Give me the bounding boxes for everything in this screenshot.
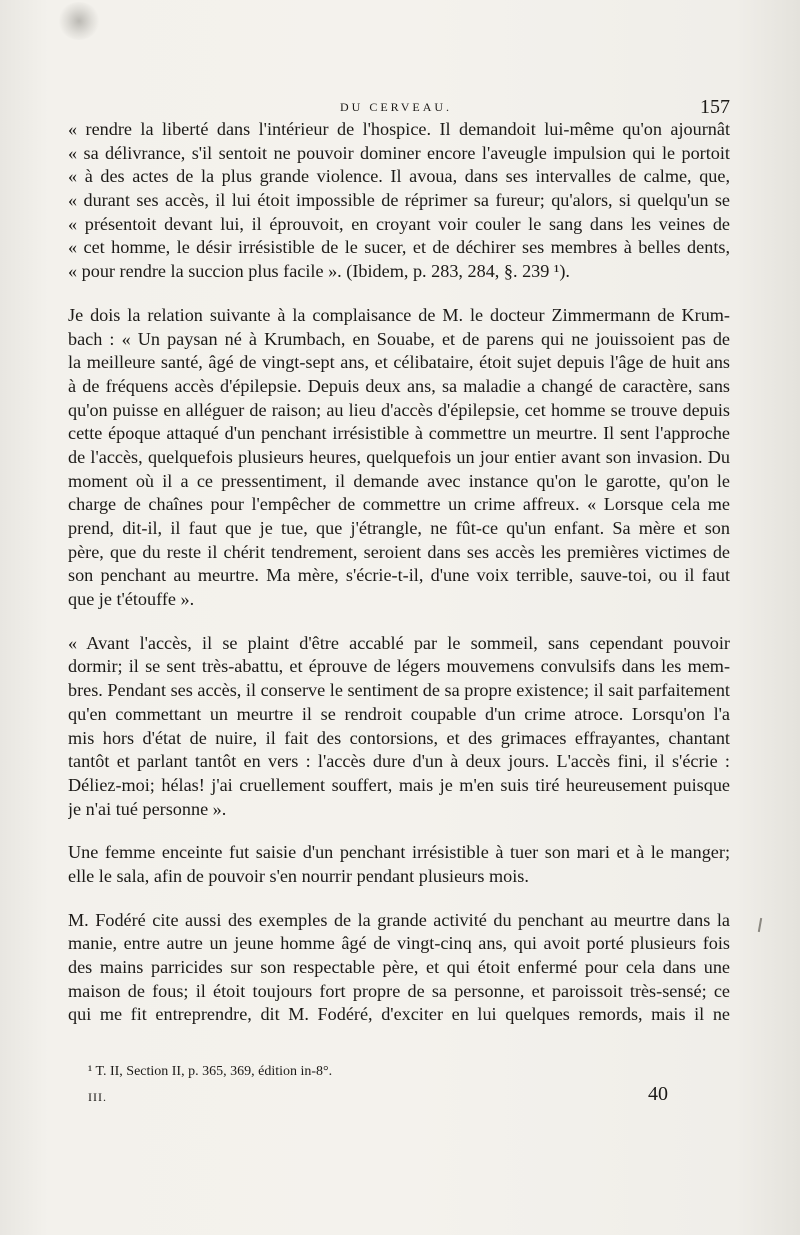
text-line: manie, entre autre un jeune homme âgé de vingt-cinq ans, qui avoit porté plusieurs fois bbox=[68, 933, 730, 954]
text-line: que je t'étouffe ». bbox=[68, 589, 195, 610]
text-line: dormir; il se sent très-abattu, et éprouve de légers mouvemens convulsifs dans les mem- bbox=[68, 656, 730, 677]
text-line: prend, dit-il, il faut que je tue, que j'étrangle, ne fût-ce qu'un enfant. Sa mère et son bbox=[68, 518, 730, 538]
text-line: je n'ai tué personne ». bbox=[68, 798, 227, 819]
text-line: Je dois la relation suivante à la complaisance de M. le docteur Zimmermann de Krum- bbox=[68, 304, 730, 325]
text-line: à de fréquens accès d'épilepsie. Depuis deux ans, sa maladie a changé de caractère, sans bbox=[68, 375, 730, 396]
text-line: « Avant l'accès, il se plaint d'être accablé par le sommeil, sans cependant pouvoir bbox=[68, 632, 730, 653]
volume-signature: III. bbox=[88, 1090, 107, 1104]
running-title: DU CERVEAU. bbox=[340, 100, 453, 114]
text-line: « rendre la liberté dans l'intérieur de l'hospice. Il demandoit lui-même qu'on ajournât bbox=[68, 119, 730, 139]
text-line: Déliez-moi; hélas! j'ai cruellement souffert, mais je m'en suis tiré heureusement puisque bbox=[68, 774, 730, 795]
text-line: moment où il a ce pressentiment, il demande avec instance qu'on le garotte, qu'on le bbox=[68, 470, 730, 491]
text-line: « durant ses accès, il lui étoit impossible de réprimer sa fureur; qu'alors, si quelqu'un se bbox=[68, 190, 730, 211]
body-text bbox=[68, 118, 730, 1027]
text-line: père, que du reste il chérit tendrement, seroient dans ses accès les premières victimes de bbox=[68, 541, 730, 562]
text-line: Une femme enceinte fut saisie d'un penchant irrésistible à tuer son mari et à le manger; bbox=[68, 842, 730, 863]
text-line: « sa délivrance, s'il sentoit ne pouvoir dominer encore l'aveugle impulsion qui le portoit bbox=[68, 142, 730, 163]
text-line: maison de fous; il étoit toujours fort propre de sa personne, et paroissoit très-sensé; ce bbox=[68, 980, 730, 1001]
text-line: « cet homme, le désir irrésistible de le sucer, et de déchirer ses membres à belles dents, bbox=[68, 237, 730, 258]
text-line: bach : « Un paysan né à Krumbach, en Souabe, et de parens qui ne jouissoient pas de bbox=[68, 328, 730, 349]
text-line: cette époque attaqué d'un penchant irrésistible à commettre un meurtre. Il sent l'approche bbox=[68, 423, 730, 444]
footnote: ¹ T. II, Section II, p. 365, 369, édition in-8°. bbox=[88, 1064, 333, 1079]
running-head bbox=[0, 96, 800, 120]
text-line: « pour rendre la succion plus facile ». (Ibidem, p. 283, 284, §. 239 ¹). bbox=[68, 261, 570, 282]
text-line: de l'accès, quelquefois plusieurs heures, quelquefois un jour entier avant son invasion. Du bbox=[68, 446, 730, 467]
text-line: tantôt et parlant tantôt en vers : l'accès dure d'un à deux jours. L'accès fini, il s'écrie : bbox=[68, 751, 730, 772]
text-line: elle le sala, afin de pouvoir s'en nourrir pendant plusieurs mois. bbox=[68, 865, 529, 886]
page-number: 157 bbox=[700, 96, 730, 118]
text-line: la meilleure santé, âgé de vingt-sept ans, et célibataire, étoit sujet depuis l'âge de huit ans bbox=[68, 352, 730, 373]
sheet-signature-number: 40 bbox=[648, 1083, 668, 1105]
margin-mark bbox=[758, 918, 762, 932]
ink-smudge bbox=[58, 2, 100, 40]
text-line: charge de chaînes pour l'empêcher de commettre un crime affreux. « Lorsque cela me bbox=[68, 494, 730, 515]
text-line: M. Fodéré cite aussi des exemples de la grande activité du penchant au meurtre dans la bbox=[68, 909, 730, 930]
text-line: des mains parricides sur son respectable père, et qui étoit enfermé pour cela dans une bbox=[68, 957, 730, 977]
text-line: qu'en commettant un meurtre il se rendroit coupable d'un crime atroce. Lorsqu'on l'a bbox=[68, 703, 730, 724]
text-line: mis hors d'état de nuire, il fait des contorsions, et des grimaces effrayantes, chantant bbox=[68, 727, 730, 748]
text-line: qu'on puisse en alléguer de raison; au lieu d'accès d'épilepsie, cet homme se trouve depuis bbox=[68, 399, 730, 420]
text-line: qui me fit entreprendre, dit M. Fodéré, d'exciter en lui quelques remords, mais il ne bbox=[68, 1004, 730, 1025]
text-line: « présentoit devant lui, il éprouvoit, en croyant voir couler le sang dans les veines de bbox=[68, 213, 730, 234]
text-line: « à des actes de la plus grande violence. Il avoua, dans ses intervalles de calme, que, bbox=[68, 166, 730, 187]
text-line: son penchant au meurtre. Ma mère, s'écrie-t-il, d'une voix terrible, sauve-toi, ou il faut bbox=[68, 565, 730, 586]
text-line: bres. Pendant ses accès, il conserve le sentiment de sa propre existence; il sait parfaitement bbox=[68, 680, 730, 701]
